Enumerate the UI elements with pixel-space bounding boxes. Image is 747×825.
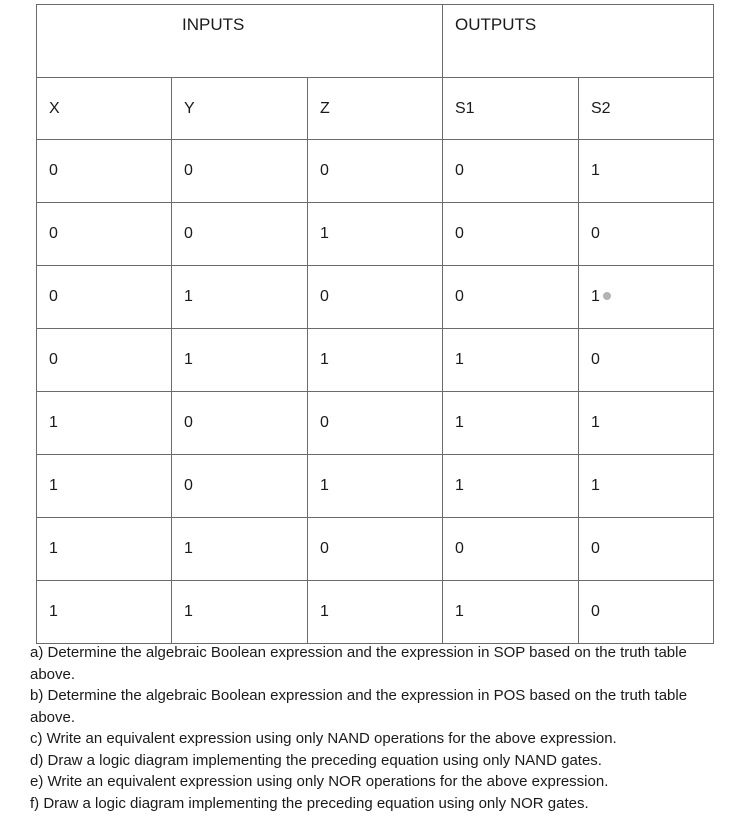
question-f: f) Draw a logic diagram implementing the preceding equation using only NOR gates.	[30, 794, 589, 812]
column-header-s2: S2	[579, 78, 714, 140]
cell-z: 1	[308, 581, 443, 644]
cell-s1: 0	[443, 140, 579, 203]
cell-s2: 0	[579, 203, 714, 266]
column-header-z: Z	[308, 78, 443, 140]
cell-y: 1	[172, 266, 308, 329]
question-c: c) Write an equivalent expression using only NAND operations for the above expression.	[30, 730, 617, 747]
group-header-row	[37, 5, 714, 78]
cell-s2: 0	[579, 518, 714, 581]
cell-s2: 1	[579, 140, 714, 203]
cell-s1: 1	[443, 455, 579, 518]
cell-s2: 1	[579, 392, 714, 455]
inputs-header: INPUTS	[37, 5, 443, 78]
cell-s2: 0	[579, 329, 714, 392]
table-row	[37, 581, 714, 644]
cell-s1: 1	[443, 392, 579, 455]
cell-z: 1	[308, 203, 443, 266]
cell-x: 0	[37, 203, 172, 266]
cell-y: 0	[172, 140, 308, 203]
cell-z: 0	[308, 140, 443, 203]
table-row	[37, 266, 714, 329]
cell-s1: 0	[443, 266, 579, 329]
cell-s1: 1	[443, 329, 579, 392]
cell-x: 1	[37, 455, 172, 518]
column-header-s1: S1	[443, 78, 579, 140]
table-row	[37, 329, 714, 392]
cell-x: 1	[37, 581, 172, 644]
question-b: b) Determine the algebraic Boolean expression and the expression in POS based on the truth table above.	[30, 687, 688, 726]
cell-y: 1	[172, 518, 308, 581]
cell-s2-value: 1	[591, 288, 600, 305]
cell-x: 0	[37, 266, 172, 329]
cell-z: 0	[308, 392, 443, 455]
cell-y: 1	[172, 581, 308, 644]
question-list	[30, 642, 720, 814]
cell-s1: 1	[443, 581, 579, 644]
table-row	[37, 518, 714, 581]
cell-s2: 0	[579, 581, 714, 644]
question-d: d) Draw a logic diagram implementing the preceding equation using only NAND gates.	[30, 751, 602, 769]
cell-y: 0	[172, 392, 308, 455]
cell-x: 1	[37, 392, 172, 455]
cell-z: 0	[308, 518, 443, 581]
cell-s1: 0	[443, 518, 579, 581]
cell-y: 0	[172, 455, 308, 518]
cell-x: 0	[37, 140, 172, 203]
table-row	[37, 392, 714, 455]
column-header-y: Y	[172, 78, 308, 140]
cell-x: 0	[37, 329, 172, 392]
outputs-header: OUTPUTS	[443, 5, 714, 78]
column-header-x: X	[37, 78, 172, 140]
cell-s1: 0	[443, 203, 579, 266]
table-row	[37, 140, 714, 203]
cell-s2-with-comment	[579, 266, 714, 329]
cell-z: 0	[308, 266, 443, 329]
table-row	[37, 203, 714, 266]
cell-x: 1	[37, 518, 172, 581]
question-a: a) Determine the algebraic Boolean expression and the expression in SOP based on the truth table above.	[30, 644, 687, 683]
cell-y: 0	[172, 203, 308, 266]
cell-y: 1	[172, 329, 308, 392]
question-e: e) Write an equivalent expression using only NOR operations for the above expression.	[30, 773, 609, 790]
column-header-row	[37, 78, 714, 140]
cell-s2: 1	[579, 455, 714, 518]
truth-table	[36, 4, 714, 644]
comment-marker-icon[interactable]	[603, 292, 611, 300]
table-row	[37, 455, 714, 518]
cell-z: 1	[308, 455, 443, 518]
cell-z: 1	[308, 329, 443, 392]
